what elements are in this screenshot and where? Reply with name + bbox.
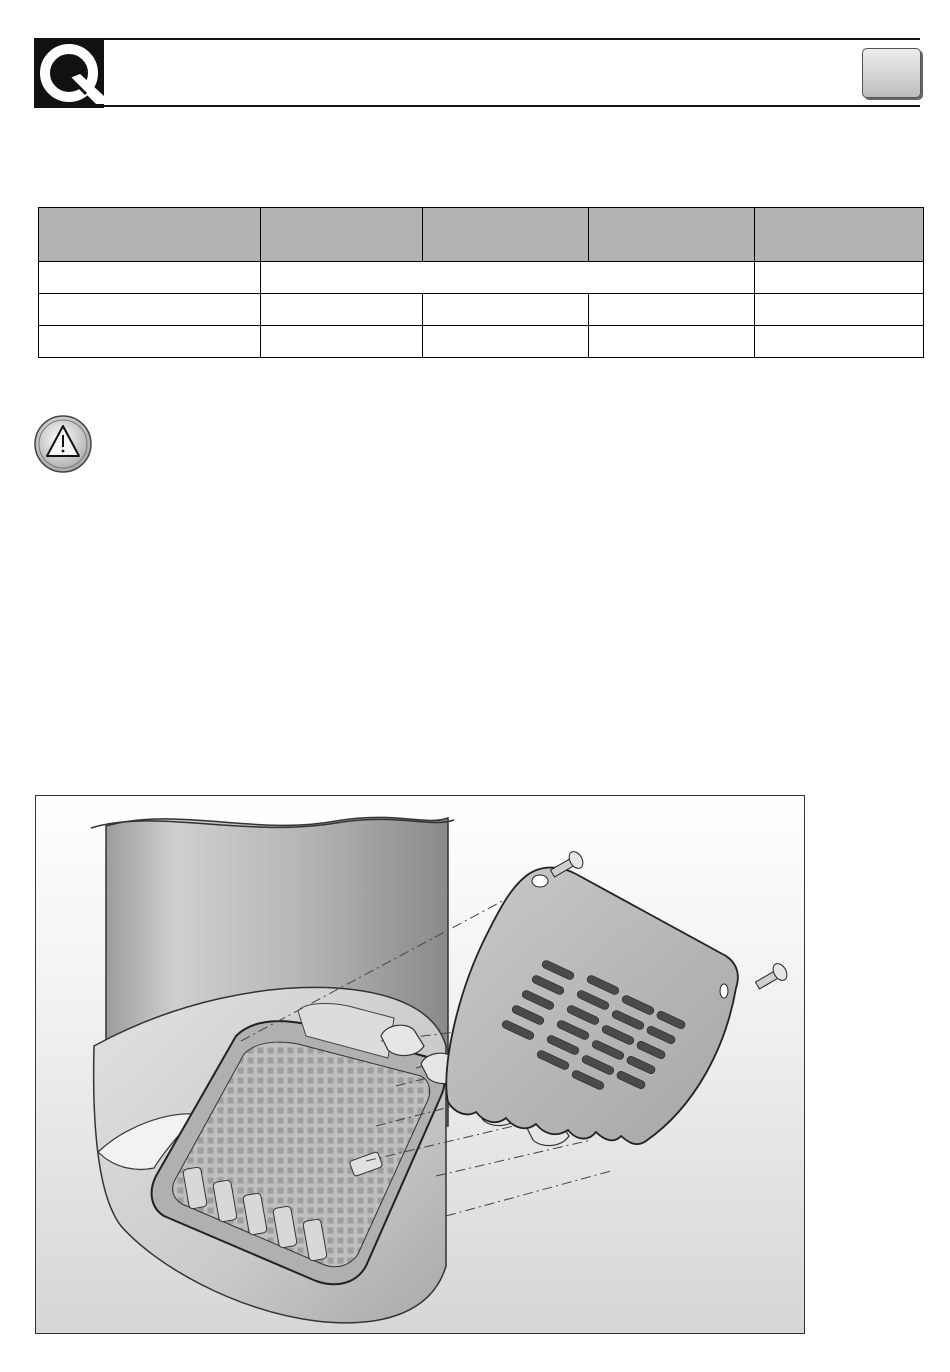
section-tab	[862, 48, 921, 98]
screw-hole	[720, 984, 728, 998]
table-cell	[261, 326, 423, 358]
column-header	[423, 208, 589, 262]
spec-table	[38, 207, 924, 358]
screw-hole	[532, 875, 548, 887]
table-cell	[589, 326, 755, 358]
table-row	[39, 294, 924, 326]
warning-triangle-icon	[33, 414, 93, 474]
table-row	[39, 326, 924, 358]
table-cell	[39, 294, 261, 326]
table-cell	[589, 294, 755, 326]
vented-cover-plate	[446, 868, 738, 1145]
table-cell-merged	[261, 262, 755, 294]
column-header	[39, 208, 261, 262]
table-cell	[755, 262, 924, 294]
column-header	[261, 208, 423, 262]
header-rule-top	[104, 38, 920, 40]
table-cell	[423, 326, 589, 358]
table-cell	[39, 326, 261, 358]
q-logo-icon	[34, 38, 104, 108]
figure-frame	[35, 795, 805, 1334]
table-row	[39, 262, 924, 294]
screw-icon	[755, 961, 789, 989]
table-cell	[755, 294, 924, 326]
table-header-row	[39, 208, 924, 262]
column-header	[755, 208, 924, 262]
table-cell	[261, 294, 423, 326]
table-cell	[423, 294, 589, 326]
table-cell	[39, 262, 261, 294]
header-rule-bottom	[104, 105, 920, 107]
table-cell	[755, 326, 924, 358]
exploded-view-cover-removal	[36, 796, 804, 1333]
column-header	[589, 208, 755, 262]
